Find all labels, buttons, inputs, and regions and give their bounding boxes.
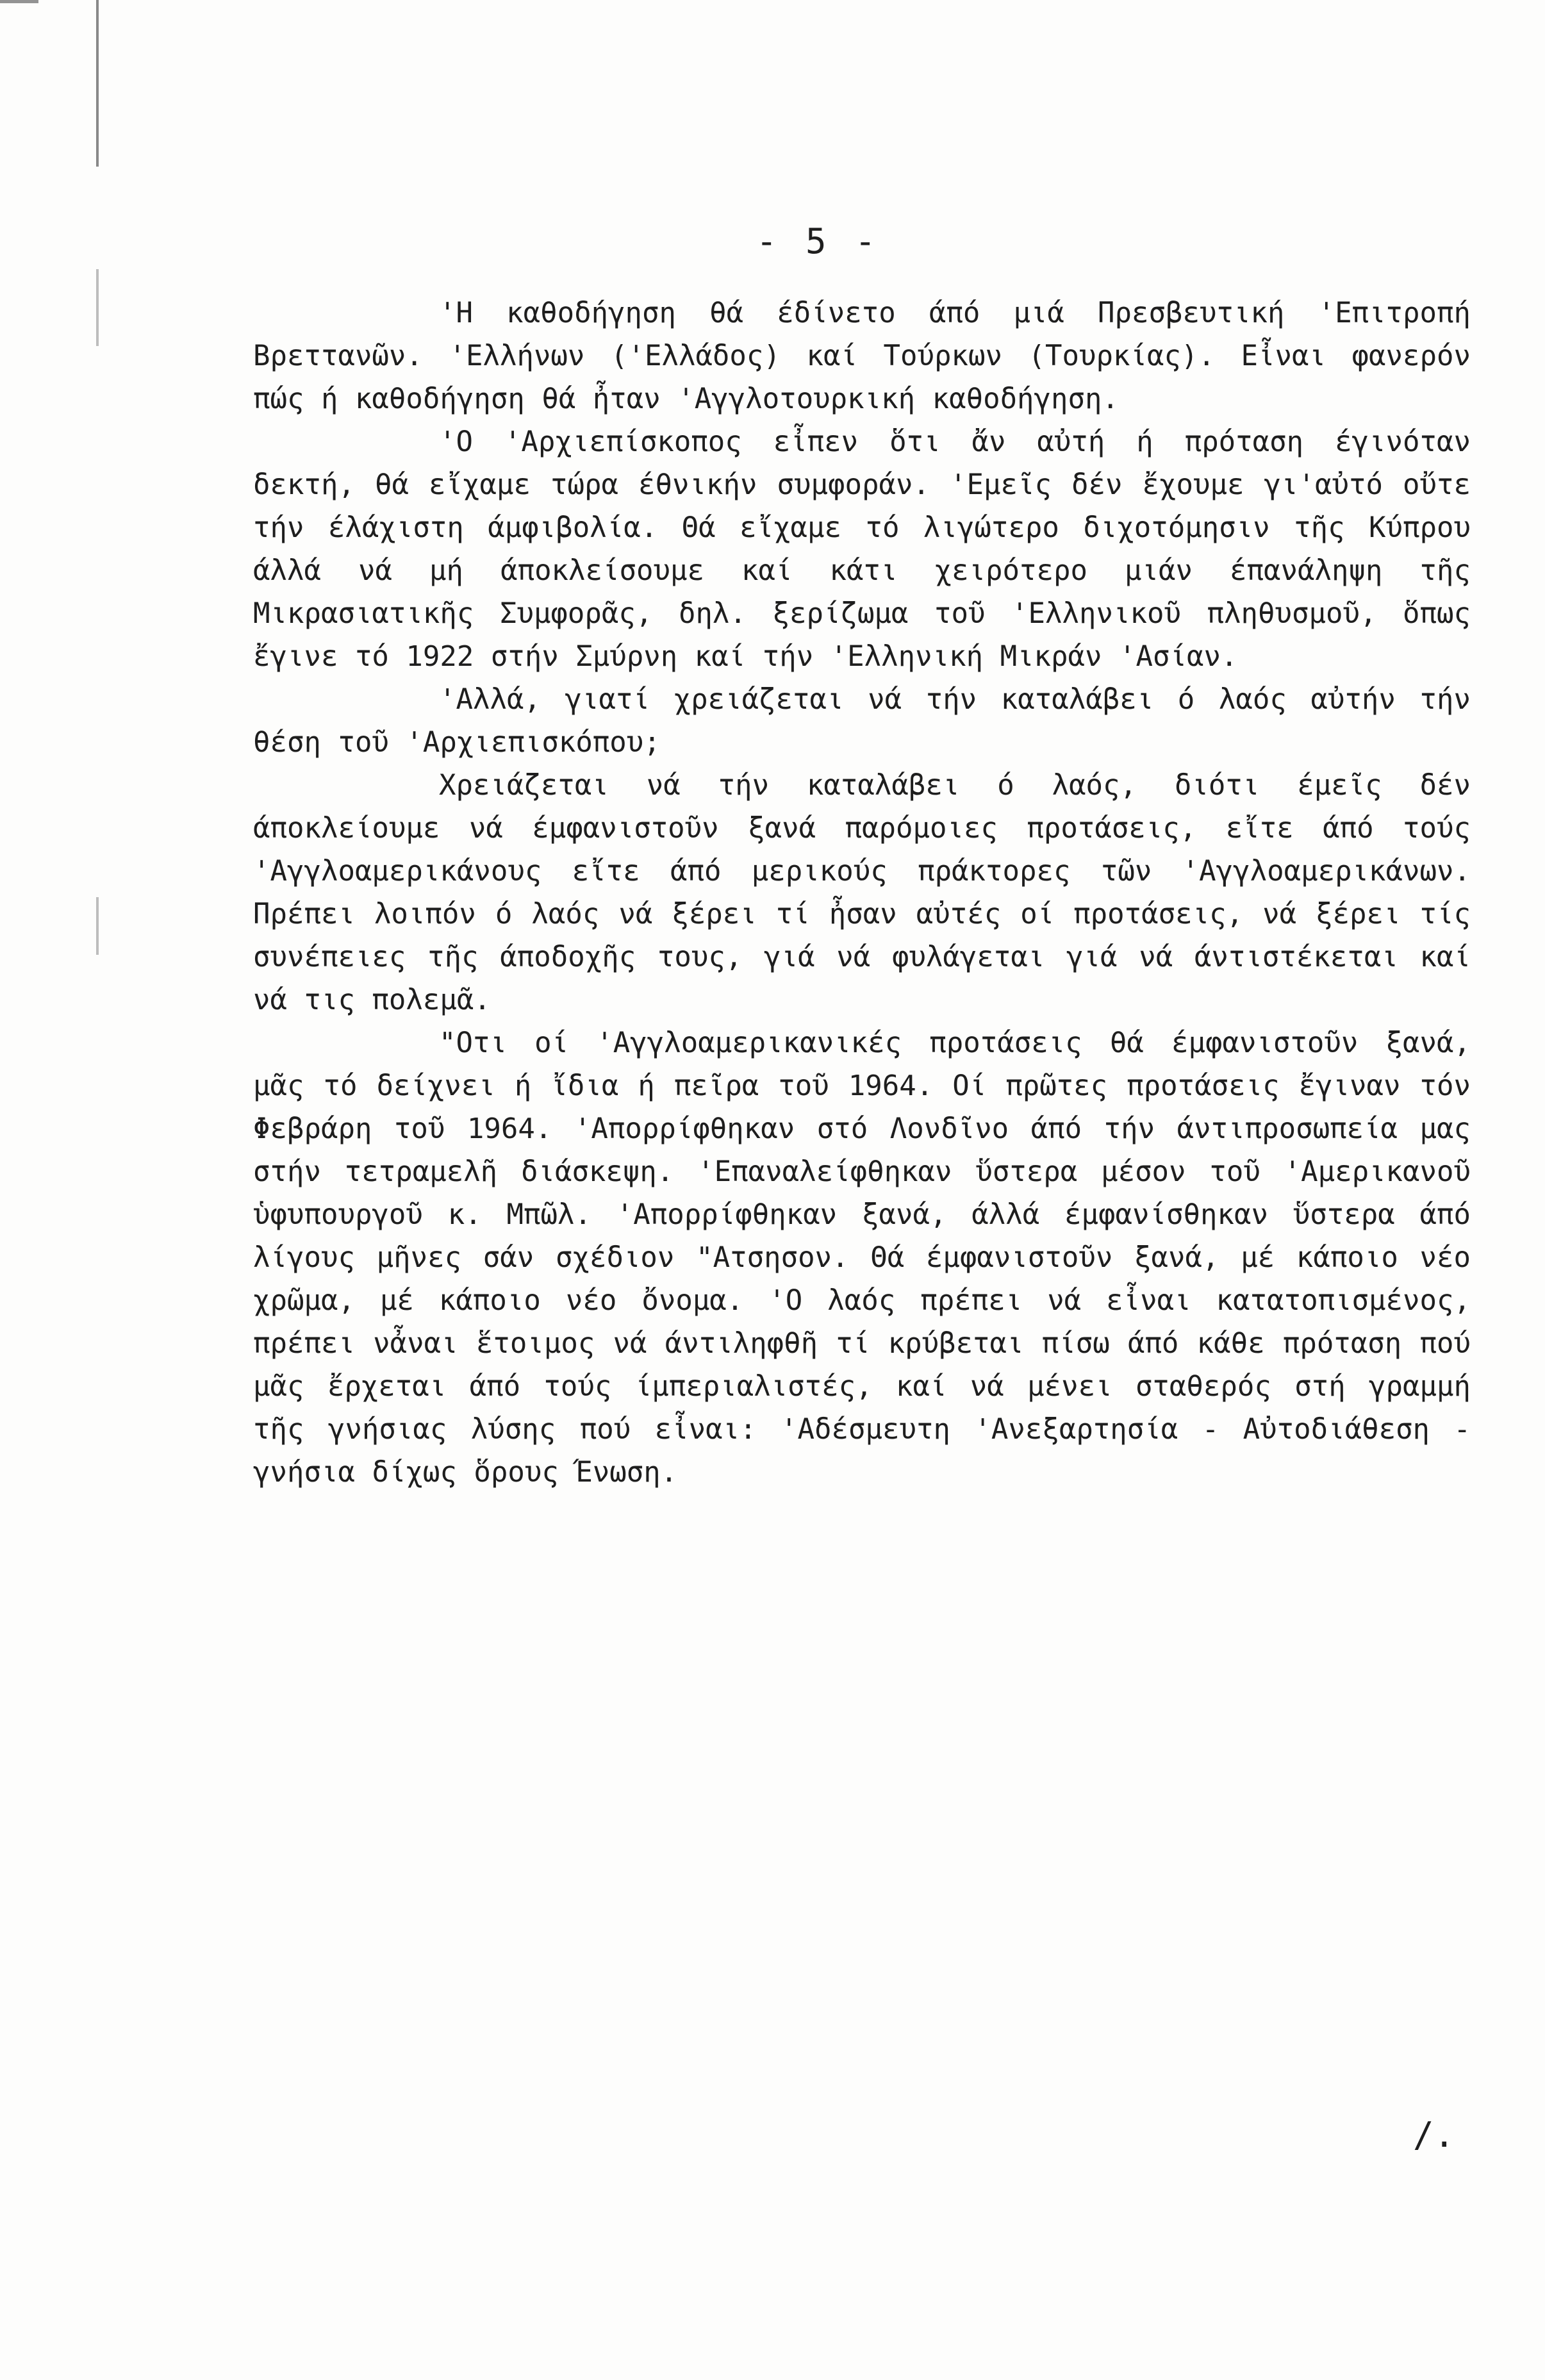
page-number: - 5 - — [756, 221, 880, 261]
paragraph: 'Αλλά, γιατί χρειάζεται νά τήν καταλάβει ό λαός αὐτήν τήν θέση τοῦ 'Αρχιεπισκόπου; — [253, 683, 1471, 759]
body-text — [253, 292, 1471, 1494]
scan-edge-mark — [0, 0, 38, 3]
end-mark: /. — [1413, 2115, 1455, 2155]
paragraph: "Οτι οί 'Αγγλοαμερικανικές προτάσεις θά έμφανιστοῦν ξανά, μᾶς τό δείχνει ή ἴδια ή πεῖρα τοῦ 1964. Οί πρῶτες προτάσεις ἔγιναν τόν Φεβράρη τοῦ 1964. 'Απορρίφθηκαν στό Λονδῖνο άπό τήν άντιπροσωπεία μας στήν τετραμελῆ διάσκεψη. 'Επαναλείφθηκαν ὕστερα μέσον τοῦ 'Αμερικανοῦ ὑφυπουργοῦ κ. Μπῶλ. 'Απορρίφθηκαν ξανά, άλλά έμφανίσθηκαν ὕστερα άπό λίγους μῆνες σάν σχέδιον "Ατσησον. Θά έμφανιστοῦν ξανά, μέ κάποιο νέο χρῶμα, μέ κάποιο νέο ὄνομα. 'Ο λαός πρέπει νά εἶναι κατατοπισμένος, πρέπει νἆναι ἕτοιμος νά άντιληφθῆ τί κρύβεται πίσω άπό κάθε πρόταση πού μᾶς ἔρχεται άπό τούς ίμπεριαλιστές, καί νά μένει σταθερός στή γραμμή τῆς γνήσιας λύσης πού εἶναι: 'Αδέσμευτη 'Ανεξαρτησία - Αὐτοδιάθεση - γνήσια δίχως ὅρους Ένωση. — [253, 1027, 1471, 1489]
scan-edge-mark — [96, 269, 99, 346]
paragraph: Χρειάζεται νά τήν καταλάβει ό λαός, διότι έμεῖς δέν άποκλείουμε νά έμφανιστοῦν ξανά παρόμοιες προτάσεις, εἴτε άπό τούς 'Αγγλοαμερικάνους εἴτε άπό μερικούς πράκτορες τῶν 'Αγγλοαμερικάνων. Πρέπει λοιπόν ό λαός νά ξέρει τί ἦσαν αὐτές οί προτάσεις, νά ξέρει τίς συνέπειες τῆς άποδοχῆς τους, γιά νά φυλάγεται γιά νά άντιστέκεται καί νά τις πολεμᾶ. — [253, 769, 1471, 1016]
scan-edge-mark — [96, 0, 99, 167]
paragraph: 'Η καθοδήγηση θά έδίνετο άπό μιά Πρεσβευτική 'Επιτροπή Βρεττανῶν. 'Ελλήνων ('Ελλάδος) καί Τούρκων (Τουρκίας). Εἶναι φανερόν πώς ή καθοδήγηση θά ἦταν 'Αγγλοτουρκική καθοδήγηση. — [253, 297, 1471, 415]
paragraph: 'Ο 'Αρχιεπίσκοπος εἶπεν ὅτι ἄν αὐτή ή πρόταση έγινόταν δεκτή, θά εἴχαμε τώρα έθνικήν συμφοράν. 'Εμεῖς δέν ἔχουμε γι'αὐτό οὔτε τήν έλάχιστη άμφιβολία. Θά εἴχαμε τό λιγώτερο διχοτόμησιν τῆς Κύπρου άλλά νά μή άποκλείσουμε καί κάτι χειρότερο μιάν έπανάληψη τῆς Μικρασιατικῆς Συμφορᾶς, δηλ. ξερίζωμα τοῦ 'Ελληνικοῦ πληθυσμοῦ, ὅπως ἔγινε τό 1922 στήν Σμύρνη καί τήν 'Ελληνική Μικράν 'Ασίαν. — [253, 426, 1471, 673]
scan-edge-mark — [96, 897, 99, 955]
